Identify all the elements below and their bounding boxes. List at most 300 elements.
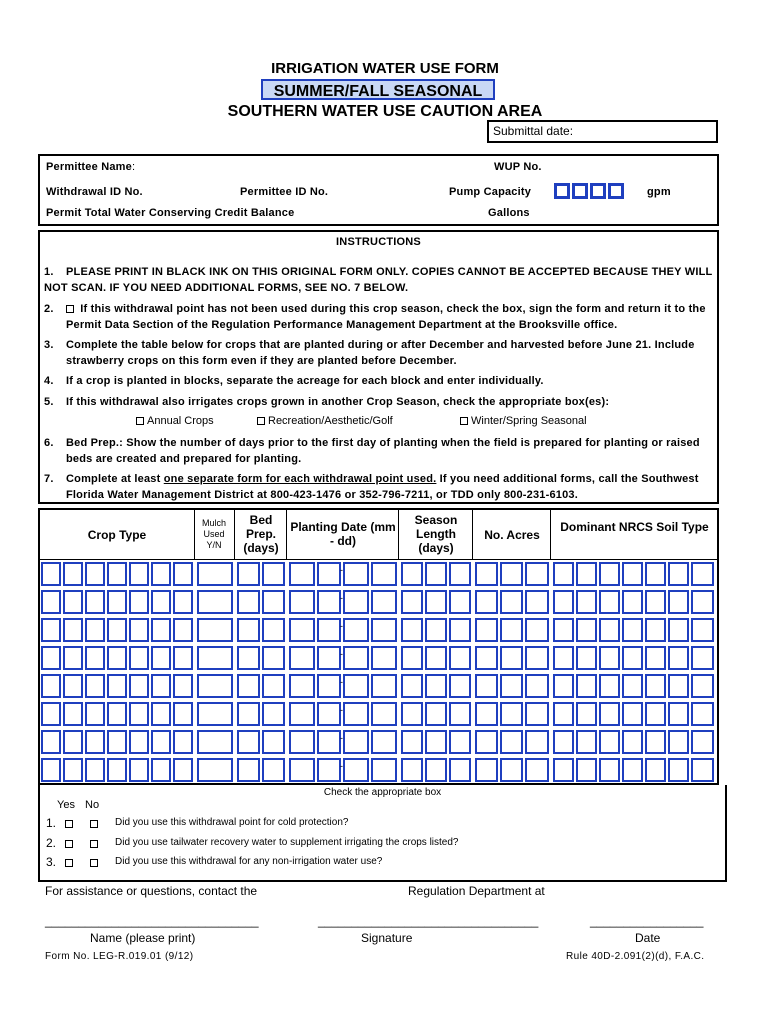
- instructions-box: [38, 230, 719, 504]
- table-cell[interactable]: [129, 590, 149, 614]
- table-row: [40, 699, 717, 727]
- table-cell[interactable]: [63, 730, 83, 754]
- area-title: SOUTHERN WATER USE CAUTION AREA: [227, 103, 543, 120]
- table-cell[interactable]: [371, 646, 397, 670]
- table-cell[interactable]: [668, 646, 689, 670]
- date-dash: -: [340, 649, 343, 659]
- table-cell[interactable]: [129, 674, 149, 698]
- table-cell[interactable]: [343, 562, 369, 586]
- table-cell[interactable]: [668, 562, 689, 586]
- option-winter-spring[interactable]: Winter/Spring Seasonal: [460, 415, 587, 427]
- table-cell[interactable]: [197, 618, 233, 642]
- table-cell[interactable]: [599, 674, 620, 698]
- table-cell[interactable]: [129, 730, 149, 754]
- table-cell[interactable]: [343, 730, 369, 754]
- date-dash: -: [340, 761, 343, 771]
- col-soil-type: Dominant NRCS Soil Type: [560, 520, 709, 534]
- col-bed-prep: Bed Prep. (days): [243, 513, 279, 555]
- table-cell[interactable]: [107, 702, 127, 726]
- questions-box: [38, 785, 727, 882]
- table-cell[interactable]: [475, 562, 498, 586]
- table-cell[interactable]: [425, 618, 447, 642]
- table-cell[interactable]: [317, 646, 341, 670]
- table-cell[interactable]: [475, 758, 498, 782]
- table-cell[interactable]: [553, 562, 574, 586]
- table-cell[interactable]: [371, 590, 397, 614]
- table-row: [40, 671, 717, 699]
- table-cell[interactable]: [691, 562, 714, 586]
- table-cell[interactable]: [371, 758, 397, 782]
- season-banner: SUMMER/FALL SEASONAL: [261, 79, 495, 100]
- table-cell[interactable]: [371, 674, 397, 698]
- table-cell[interactable]: [197, 646, 233, 670]
- instruction-item: 6. Bed Prep.: Show the number of days prior to the first day of planting when the field is prepared for planting or raised beds are created and prepared for planting.: [44, 437, 700, 465]
- table-cell[interactable]: [371, 702, 397, 726]
- table-cell[interactable]: [317, 562, 341, 586]
- checkbox-icon[interactable]: [257, 417, 265, 425]
- table-cell[interactable]: [576, 674, 597, 698]
- table-cell[interactable]: [85, 646, 105, 670]
- table-cell[interactable]: [371, 562, 397, 586]
- gallons-label: Gallons: [488, 207, 530, 219]
- table-cell[interactable]: [622, 702, 643, 726]
- date-dash: -: [340, 621, 343, 631]
- table-cell[interactable]: [41, 730, 61, 754]
- table-cell[interactable]: [151, 758, 171, 782]
- table-cell[interactable]: [553, 702, 574, 726]
- table-cell[interactable]: [197, 758, 233, 782]
- table-cell[interactable]: [63, 562, 83, 586]
- table-cell[interactable]: [645, 730, 666, 754]
- table-cell[interactable]: [645, 702, 666, 726]
- table-cell[interactable]: [63, 702, 83, 726]
- table-cell[interactable]: [500, 730, 523, 754]
- table-cell[interactable]: [449, 562, 471, 586]
- table-cell[interactable]: [262, 674, 285, 698]
- regulation-dept-text: Regulation Department at: [408, 884, 545, 898]
- table-cell[interactable]: [425, 562, 447, 586]
- table-cell[interactable]: [622, 730, 643, 754]
- permittee-id-label: Permittee ID No.: [240, 186, 329, 198]
- table-cell[interactable]: [289, 730, 315, 754]
- table-cell[interactable]: [343, 590, 369, 614]
- table-cell[interactable]: [449, 730, 471, 754]
- table-cell[interactable]: [197, 730, 233, 754]
- no-checkbox[interactable]: [90, 859, 98, 867]
- table-cell[interactable]: [668, 758, 689, 782]
- pump-capacity-label: Pump Capacity: [449, 186, 532, 198]
- table-cell[interactable]: [151, 730, 171, 754]
- table-cell[interactable]: [289, 758, 315, 782]
- table-cell[interactable]: [449, 618, 471, 642]
- table-cell[interactable]: [553, 618, 574, 642]
- table-cell[interactable]: [691, 702, 714, 726]
- table-cell[interactable]: [289, 618, 315, 642]
- table-cell[interactable]: [129, 758, 149, 782]
- table-cell[interactable]: [622, 674, 643, 698]
- table-cell[interactable]: [622, 562, 643, 586]
- table-cell[interactable]: [41, 674, 61, 698]
- table-row: [40, 755, 717, 783]
- table-cell[interactable]: [317, 618, 341, 642]
- table-cell[interactable]: [289, 674, 315, 698]
- table-cell[interactable]: [599, 758, 620, 782]
- table-row: [40, 643, 717, 671]
- table-row: [40, 615, 717, 643]
- table-cell[interactable]: [525, 702, 549, 726]
- table-cell[interactable]: [668, 618, 689, 642]
- table-cell[interactable]: [85, 590, 105, 614]
- form-number: Form No. LEG-R.019.01 (9/12): [45, 951, 194, 962]
- checkbox-icon[interactable]: [136, 417, 144, 425]
- table-cell[interactable]: [237, 674, 260, 698]
- table-cell[interactable]: [41, 618, 61, 642]
- yes-checkbox[interactable]: [65, 840, 73, 848]
- table-row: [40, 727, 717, 755]
- table-cell[interactable]: [553, 646, 574, 670]
- yes-checkbox[interactable]: [65, 820, 73, 828]
- table-cell[interactable]: [41, 758, 61, 782]
- table-cell[interactable]: [371, 730, 397, 754]
- table-cell[interactable]: [63, 590, 83, 614]
- table-cell[interactable]: [500, 758, 523, 782]
- table-cell[interactable]: [41, 646, 61, 670]
- table-cell[interactable]: [691, 590, 714, 614]
- instruction-item: 7. Complete at least one separate form for each withdrawal point used. If you need additional forms, call the Southwest Florida Water Management District at 800-423-1476 or 352-796-7211, or TDD only 800-231-6103.: [44, 473, 699, 501]
- table-cell[interactable]: [500, 702, 523, 726]
- table-cell[interactable]: [599, 646, 620, 670]
- question-text: Did you use this withdrawal point for cold protection?: [115, 817, 349, 828]
- table-cell[interactable]: [691, 730, 714, 754]
- table-cell[interactable]: [576, 590, 597, 614]
- table-cell[interactable]: [553, 674, 574, 698]
- table-cell[interactable]: [262, 758, 285, 782]
- form-title: IRRIGATION WATER USE FORM: [271, 60, 499, 77]
- table-cell[interactable]: [197, 590, 233, 614]
- table-cell[interactable]: [151, 646, 171, 670]
- table-cell[interactable]: [317, 590, 341, 614]
- table-cell[interactable]: [85, 562, 105, 586]
- table-cell[interactable]: [107, 730, 127, 754]
- pump-digit-box[interactable]: [590, 183, 606, 199]
- table-cell[interactable]: [576, 758, 597, 782]
- date-dash: -: [340, 705, 343, 715]
- submittal-date-label: Submittal date:: [493, 124, 574, 138]
- table-cell[interactable]: [107, 590, 127, 614]
- col-planting-date: Planting Date (mm - dd): [290, 520, 396, 548]
- check-appropriate-label: Check the appropriate box: [323, 787, 442, 798]
- assistance-text: For assistance or questions, contact the: [45, 884, 258, 898]
- table-cell[interactable]: [599, 562, 620, 586]
- table-cell[interactable]: [85, 702, 105, 726]
- table-cell[interactable]: [63, 646, 83, 670]
- signature-line[interactable]: _________________________________: [318, 914, 539, 928]
- credit-balance-label: Permit Total Water Conserving Credit Balance: [46, 207, 295, 219]
- question-row: 2.: [46, 836, 101, 850]
- instruction-item: 5. If this withdrawal also irrigates crops grown in another Crop Season, check the appropriate box(es):: [44, 396, 610, 408]
- table-cell[interactable]: [371, 618, 397, 642]
- wup-no-label: WUP No.: [494, 161, 542, 173]
- table-cell[interactable]: [645, 646, 666, 670]
- rule-citation: Rule 40D-2.091(2)(d), F.A.C.: [566, 951, 705, 962]
- table-cell[interactable]: [401, 702, 423, 726]
- table-cell[interactable]: [449, 702, 471, 726]
- table-cell[interactable]: [262, 730, 285, 754]
- table-cell[interactable]: [645, 674, 666, 698]
- question-row: 1.: [46, 816, 101, 830]
- table-cell[interactable]: [500, 590, 523, 614]
- table-cell[interactable]: [317, 702, 341, 726]
- table-cell[interactable]: [475, 674, 498, 698]
- table-cell[interactable]: [622, 758, 643, 782]
- table-cell[interactable]: [691, 758, 714, 782]
- table-cell[interactable]: [401, 758, 423, 782]
- table-cell[interactable]: [500, 674, 523, 698]
- date-dash: -: [340, 593, 343, 603]
- table-cell[interactable]: [622, 590, 643, 614]
- option-annual-crops[interactable]: Annual Crops: [136, 415, 214, 427]
- table-cell[interactable]: [401, 618, 423, 642]
- table-cell[interactable]: [525, 758, 549, 782]
- table-cell[interactable]: [645, 618, 666, 642]
- table-cell[interactable]: [63, 758, 83, 782]
- table-cell[interactable]: [500, 646, 523, 670]
- gpm-label: gpm: [647, 186, 671, 198]
- table-header: [40, 510, 717, 560]
- table-cell[interactable]: [525, 674, 549, 698]
- table-cell[interactable]: [691, 618, 714, 642]
- no-label: No: [85, 799, 100, 811]
- table-cell[interactable]: [197, 702, 233, 726]
- col-acres: No. Acres: [484, 528, 540, 542]
- no-checkbox[interactable]: [90, 820, 98, 828]
- no-checkbox[interactable]: [90, 840, 98, 848]
- table-cell[interactable]: [525, 646, 549, 670]
- table-cell[interactable]: [425, 646, 447, 670]
- table-cell[interactable]: [85, 758, 105, 782]
- table-cell[interactable]: [237, 702, 260, 726]
- table-cell[interactable]: [401, 646, 423, 670]
- table-row: [40, 587, 717, 615]
- table-cell[interactable]: [343, 618, 369, 642]
- table-cell[interactable]: [151, 562, 171, 586]
- table-cell[interactable]: [553, 730, 574, 754]
- table-cell[interactable]: [475, 590, 498, 614]
- table-cell[interactable]: [129, 618, 149, 642]
- yes-checkbox[interactable]: [65, 859, 73, 867]
- table-cell[interactable]: [173, 730, 193, 754]
- table-cell[interactable]: [449, 674, 471, 698]
- table-cell[interactable]: [576, 562, 597, 586]
- table-cell[interactable]: [237, 618, 260, 642]
- permittee-name-label: Permittee Name:: [46, 161, 136, 173]
- date-line[interactable]: _________________: [590, 914, 704, 928]
- table-cell[interactable]: [449, 590, 471, 614]
- table-cell[interactable]: [599, 618, 620, 642]
- table-cell[interactable]: [289, 702, 315, 726]
- table-cell[interactable]: [173, 562, 193, 586]
- table-cell[interactable]: [63, 674, 83, 698]
- table-cell[interactable]: [449, 646, 471, 670]
- table-cell[interactable]: [289, 562, 315, 586]
- col-crop-type: Crop Type: [87, 528, 147, 542]
- submittal-date-field[interactable]: [487, 120, 718, 143]
- table-cell[interactable]: [599, 590, 620, 614]
- instruction-item: 4. If a crop is planted in blocks, separate the acreage for each block and enter individually.: [44, 375, 544, 387]
- yes-label: Yes: [57, 799, 75, 811]
- crop-table: [38, 508, 719, 785]
- table-cell[interactable]: [151, 702, 171, 726]
- table-cell[interactable]: [173, 590, 193, 614]
- pump-digit-box[interactable]: [572, 183, 588, 199]
- instruction-item: 1. PLEASE PRINT IN BLACK INK ON THIS ORIGINAL FORM ONLY. COPIES CANNOT BE ACCEPTED BECAUSE THEY WILL NOT SCAN. IF YOU NEED ADDITIONAL FORMS, SEE NO. 7 BELOW.: [44, 266, 713, 294]
- table-cell[interactable]: [576, 646, 597, 670]
- table-cell[interactable]: [525, 590, 549, 614]
- permittee-info-box: [38, 154, 719, 226]
- table-cell[interactable]: [645, 590, 666, 614]
- question-row: 3.: [46, 855, 101, 869]
- table-cell[interactable]: [85, 674, 105, 698]
- table-cell[interactable]: [691, 674, 714, 698]
- table-cell[interactable]: [262, 702, 285, 726]
- table-cell[interactable]: [129, 646, 149, 670]
- signature-label: Signature: [361, 931, 413, 945]
- table-cell[interactable]: [237, 730, 260, 754]
- question-text: Did you use tailwater recovery water to supplement irrigating the crops listed?: [115, 837, 459, 848]
- table-cell[interactable]: [85, 618, 105, 642]
- question-text: Did you use this withdrawal for any non-irrigation water use?: [115, 856, 383, 867]
- instruction-item: 2. If this withdrawal point has not been used during this crop season, check the box, sign the form and return it to the Permit Data Section of the Regulation Performance Management Department at the Brooksville office.: [44, 303, 706, 331]
- table-cell[interactable]: [129, 562, 149, 586]
- date-dash: -: [340, 677, 343, 687]
- table-cell[interactable]: [576, 618, 597, 642]
- table-cell[interactable]: [173, 674, 193, 698]
- table-cell[interactable]: [449, 758, 471, 782]
- table-cell[interactable]: [151, 618, 171, 642]
- table-cell[interactable]: [237, 646, 260, 670]
- table-cell[interactable]: [425, 590, 447, 614]
- table-cell[interactable]: [173, 758, 193, 782]
- table-cell[interactable]: [343, 646, 369, 670]
- table-cell[interactable]: [622, 646, 643, 670]
- table-cell[interactable]: [475, 618, 498, 642]
- table-cell[interactable]: [107, 758, 127, 782]
- table-cell[interactable]: [317, 674, 341, 698]
- table-cell[interactable]: [289, 590, 315, 614]
- option-recreation[interactable]: Recreation/Aesthetic/Golf: [257, 415, 393, 427]
- instruction-item: 3. Complete the table below for crops that are planted during or after December and harvested before June 21. Include strawberry crops on this form even if they are planted before December.: [44, 339, 695, 367]
- table-cell[interactable]: [425, 674, 447, 698]
- table-cell[interactable]: [107, 562, 127, 586]
- table-cell[interactable]: [85, 730, 105, 754]
- table-cell[interactable]: [262, 646, 285, 670]
- table-row: [40, 559, 717, 587]
- table-cell[interactable]: [668, 730, 689, 754]
- checkbox-icon[interactable]: [460, 417, 468, 425]
- pump-digit-box[interactable]: [608, 183, 624, 199]
- table-cell[interactable]: [525, 618, 549, 642]
- table-cell[interactable]: [343, 674, 369, 698]
- table-cell[interactable]: [401, 590, 423, 614]
- instructions-title: INSTRUCTIONS: [336, 236, 421, 248]
- table-cell[interactable]: [173, 646, 193, 670]
- table-cell[interactable]: [41, 590, 61, 614]
- table-cell[interactable]: [401, 562, 423, 586]
- table-cell[interactable]: [197, 562, 233, 586]
- table-cell[interactable]: [553, 590, 574, 614]
- table-cell[interactable]: [41, 562, 61, 586]
- table-cell[interactable]: [237, 562, 260, 586]
- table-cell[interactable]: [343, 702, 369, 726]
- table-cell[interactable]: [599, 730, 620, 754]
- pump-digit-box[interactable]: [554, 183, 570, 199]
- pump-capacity-digits[interactable]: [554, 182, 626, 200]
- table-cell[interactable]: [289, 646, 315, 670]
- table-cell[interactable]: [151, 590, 171, 614]
- table-body: [40, 559, 717, 783]
- table-cell[interactable]: [173, 702, 193, 726]
- table-cell[interactable]: [237, 590, 260, 614]
- table-cell[interactable]: [317, 758, 341, 782]
- table-cell[interactable]: [553, 758, 574, 782]
- table-cell[interactable]: [237, 758, 260, 782]
- col-mulch: Mulch Used Y/N: [201, 518, 226, 550]
- table-cell[interactable]: [425, 758, 447, 782]
- not-used-checkbox[interactable]: [66, 305, 74, 313]
- table-cell[interactable]: [645, 562, 666, 586]
- table-cell[interactable]: [173, 618, 193, 642]
- table-cell[interactable]: [262, 562, 285, 586]
- table-cell[interactable]: [107, 618, 127, 642]
- table-cell[interactable]: [262, 590, 285, 614]
- date-dash: -: [340, 565, 343, 575]
- table-cell[interactable]: [107, 674, 127, 698]
- table-cell[interactable]: [129, 702, 149, 726]
- table-cell[interactable]: [645, 758, 666, 782]
- table-cell[interactable]: [475, 646, 498, 670]
- table-cell[interactable]: [622, 618, 643, 642]
- table-cell[interactable]: [197, 674, 233, 698]
- table-cell[interactable]: [317, 730, 341, 754]
- name-line[interactable]: ________________________________: [45, 914, 259, 928]
- table-cell[interactable]: [668, 674, 689, 698]
- table-cell[interactable]: [668, 702, 689, 726]
- table-cell[interactable]: [475, 702, 498, 726]
- table-cell[interactable]: [41, 702, 61, 726]
- table-cell[interactable]: [576, 702, 597, 726]
- table-cell[interactable]: [475, 730, 498, 754]
- table-cell[interactable]: [500, 562, 523, 586]
- table-cell[interactable]: [262, 618, 285, 642]
- table-cell[interactable]: [401, 674, 423, 698]
- table-cell[interactable]: [107, 646, 127, 670]
- table-cell[interactable]: [525, 730, 549, 754]
- table-cell[interactable]: [576, 730, 597, 754]
- table-cell[interactable]: [599, 702, 620, 726]
- table-cell[interactable]: [668, 590, 689, 614]
- name-label: Name (please print): [90, 931, 196, 945]
- table-cell[interactable]: [401, 730, 423, 754]
- table-cell[interactable]: [343, 758, 369, 782]
- table-cell[interactable]: [525, 562, 549, 586]
- table-cell[interactable]: [63, 618, 83, 642]
- table-cell[interactable]: [500, 618, 523, 642]
- table-cell[interactable]: [425, 702, 447, 726]
- table-cell[interactable]: [151, 674, 171, 698]
- table-cell[interactable]: [425, 730, 447, 754]
- date-label: Date: [635, 931, 661, 945]
- table-cell[interactable]: [691, 646, 714, 670]
